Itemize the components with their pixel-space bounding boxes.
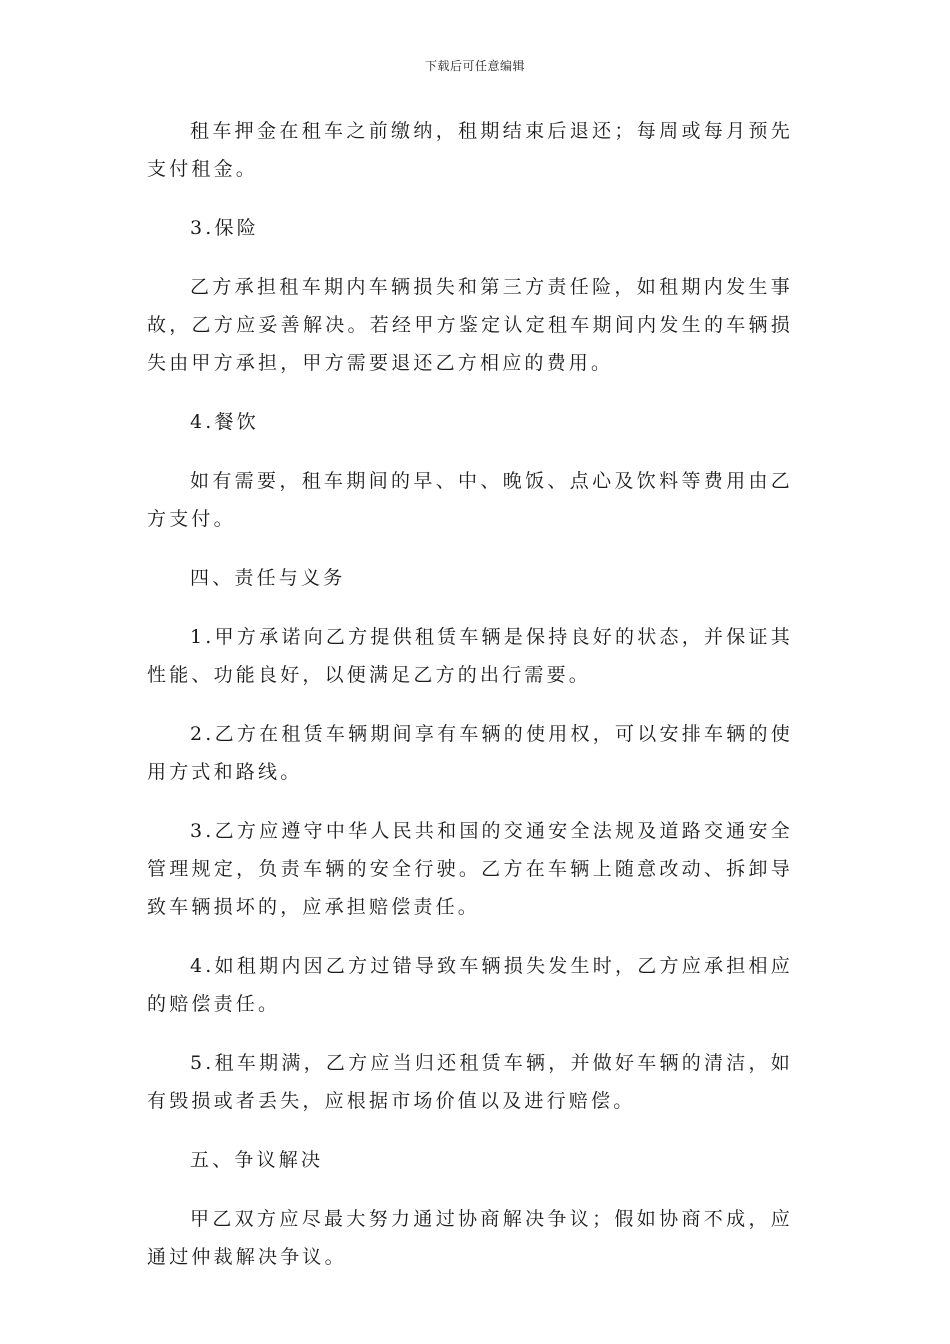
paragraph-responsibility-2: 2.乙方在租赁车辆期间享有车辆的使用权，可以安排车辆的使用方式和路线。 xyxy=(147,723,793,783)
document-body xyxy=(147,112,793,1297)
paragraph-responsibility-3: 3.乙方应遵守中华人民共和国的交通安全法规及道路交通安全管理规定，负责车辆的安全行驶。乙方在车辆上随意改动、拆卸导致车辆损坏的，应承担赔偿责任。 xyxy=(147,820,793,918)
section-heading-dispute: 五、争议解决 xyxy=(190,1149,324,1171)
heading-meals: 4.餐饮 xyxy=(190,411,259,433)
paragraph-deposit: 租车押金在租车之前缴纳，租期结束后退还；每周或每月预先支付租金。 xyxy=(147,120,793,180)
paragraph-insurance: 乙方承担租车期内车辆损失和第三方责任险，如租期内发生事故，乙方应妥善解决。若经甲方鉴定认定租车期间内发生的车辆损失由甲方承担，甲方需要退还乙方相应的费用。 xyxy=(147,276,793,374)
paragraph-responsibility-4: 4.如租期内因乙方过错导致车辆损失发生时，乙方应承担相应的赔偿责任。 xyxy=(147,955,793,1015)
paragraph-dispute: 甲乙双方应尽最大努力通过协商解决争议；假如协商不成，应通过仲裁解决争议。 xyxy=(147,1208,793,1268)
paragraph-responsibility-5: 5.租车期满，乙方应当归还租赁车辆，并做好车辆的清洁，如有毁损或者丢失，应根据市场价值以及进行赔偿。 xyxy=(147,1052,793,1112)
paragraph-responsibility-1: 1.甲方承诺向乙方提供租赁车辆是保持良好的状态，并保证其性能、功能良好，以便满足乙方的出行需要。 xyxy=(147,626,793,686)
paragraph-meals: 如有需要，租车期间的早、中、晚饭、点心及饮料等费用由乙方支付。 xyxy=(147,470,793,530)
section-heading-responsibilities: 四、责任与义务 xyxy=(190,567,346,589)
page-header-note: 下载后可任意编辑 xyxy=(424,59,525,73)
heading-insurance: 3.保险 xyxy=(190,217,259,239)
